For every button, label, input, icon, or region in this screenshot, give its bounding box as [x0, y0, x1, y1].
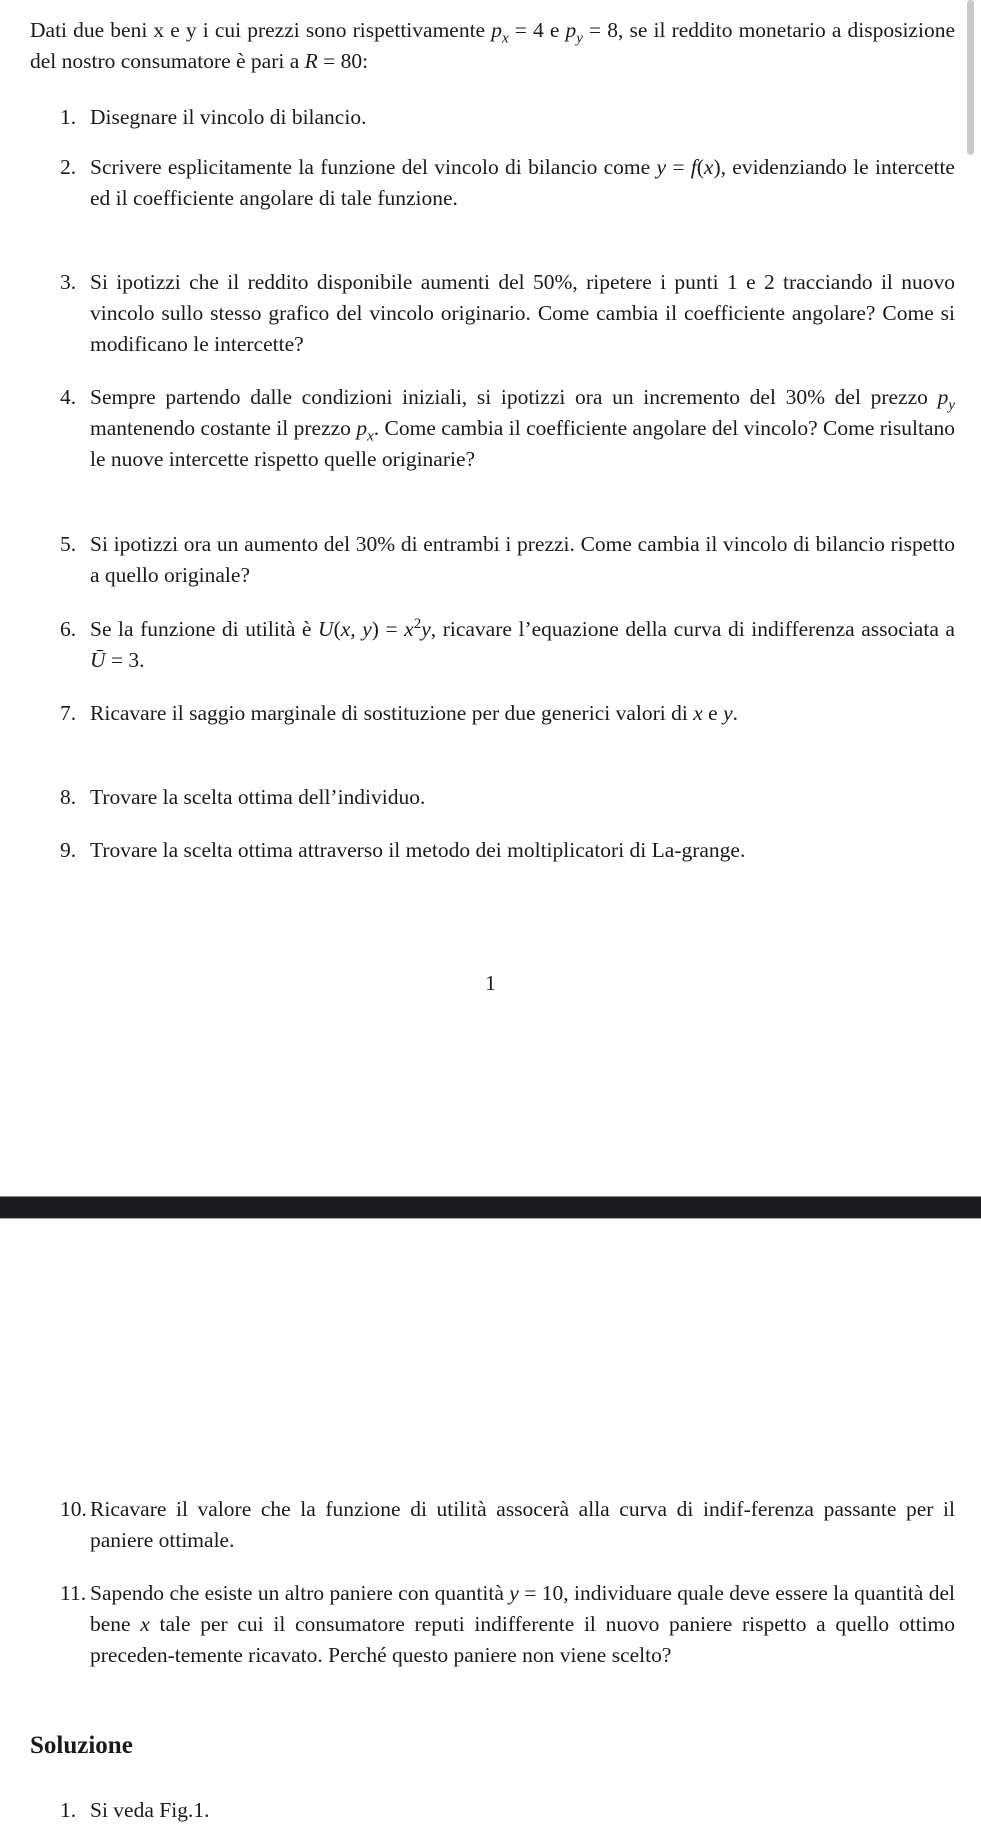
item-number: 7. — [60, 701, 77, 725]
item-number: 2. — [60, 155, 77, 179]
text: = 80: — [317, 49, 369, 73]
text: Trovare la scelta ottima dell’individuo. — [90, 785, 426, 809]
text: ( — [696, 155, 704, 179]
math-text: R — [304, 49, 318, 73]
page-number: 1 — [485, 971, 496, 995]
item-number: 10. — [60, 1497, 87, 1521]
text: Sempre partendo dalle condizioni iniziali, si ipotizzi ora un incremento del 30% del prezzo — [90, 385, 938, 409]
item-number: 3. — [60, 270, 77, 294]
list-item — [30, 382, 955, 475]
text: Scrivere esplicitamente la funzione del vincolo di bilancio come — [90, 155, 657, 179]
text: . Come cambia il coefficiente angolare del vincolo? Come risultano le nuove intercette rispetto quelle originarie? — [90, 416, 955, 471]
list-item — [30, 1494, 955, 1556]
text: ), evidenziando le intercette ed il coefficiente angolare di tale funzione. — [90, 155, 955, 210]
text: = — [666, 155, 691, 179]
math-text: y — [656, 155, 667, 179]
text: = 10, individuare quale deve essere la quantità del bene — [90, 1581, 955, 1636]
list-item — [30, 267, 955, 360]
math-text: p — [356, 416, 368, 440]
item-number: 11. — [60, 1581, 87, 1605]
text: e — [702, 701, 724, 725]
text: = 3. — [105, 648, 145, 672]
text: Ricavare il saggio marginale di sostituzione per due generici valori di — [90, 701, 694, 725]
text: Sapendo che esiste un altro paniere con quantità — [90, 1581, 510, 1605]
math-text: p — [491, 18, 502, 42]
text: . — [732, 701, 738, 725]
math-text: x — [693, 701, 703, 725]
item-number: 6. — [60, 617, 77, 641]
math-text: x, y — [340, 617, 372, 641]
list-item — [30, 614, 955, 676]
item-number: 8. — [60, 785, 77, 809]
item-number: 5. — [60, 532, 77, 556]
item-number: 1. — [60, 1798, 77, 1822]
text: Si ipotizzi ora un aumento del 30% di entrambi i prezzi. Come cambia il vincolo di bilancio rispetto a quello originale? — [90, 532, 955, 587]
math-text: x — [703, 155, 714, 179]
math-text: y — [723, 701, 733, 725]
item-number: 1. — [60, 105, 77, 129]
solution-item — [30, 1795, 955, 1826]
text: Ricavare il valore che la funzione di utilità assocerà alla curva di indif-ferenza passante per il paniere ottimale. — [90, 1497, 955, 1552]
text: Dati due beni x e y i cui prezzi sono rispettivamente — [30, 18, 492, 42]
text: mantenendo costante il prezzo — [90, 416, 357, 440]
list-item — [30, 835, 955, 866]
math-text: p — [937, 385, 949, 409]
list-item — [30, 1578, 955, 1671]
math-text: U — [318, 617, 334, 641]
text: = 8, se il reddito monetario a disposizione del nostro consumatore è pari a — [30, 18, 955, 73]
math-text: p — [565, 18, 577, 42]
list-item — [30, 698, 955, 729]
list-item — [30, 529, 955, 591]
math-text: y — [948, 397, 955, 414]
text: Se la funzione di utilità è — [90, 617, 319, 641]
page-separator — [0, 1196, 981, 1219]
item-number: 9. — [60, 838, 77, 862]
math-text: x — [501, 30, 509, 47]
math-text: y — [576, 30, 583, 47]
solution-heading: Soluzione — [30, 1732, 133, 1759]
math-text: x — [367, 428, 374, 445]
math-text: y — [421, 617, 431, 641]
math-text: x — [404, 617, 414, 641]
item-number: 4. — [60, 385, 77, 409]
text: Si ipotizzi che il reddito disponibile aumenti del 50%, ripetere i punti 1 e 2 tracciando il nuovo vincolo sullo stesso grafico del vincolo originario. Come cambia il coefficiente angolare? Come si modificano le intercette? — [90, 270, 955, 356]
math-text: y — [509, 1581, 519, 1605]
scrollbar[interactable] — [967, 0, 974, 155]
list-item — [30, 782, 955, 813]
text: Disegnare il vincolo di bilancio. — [90, 105, 367, 129]
text: tale per cui il consumatore reputi indifferente il nuovo paniere rispetto a quello ottimo preceden-temente ricavato. Perché questo paniere non viene scelto? — [90, 1612, 955, 1667]
text: Si veda Fig.1. — [90, 1798, 210, 1822]
text: ( — [333, 617, 341, 641]
text: ) = — [371, 617, 405, 641]
text: = 4 e — [508, 18, 566, 42]
list-item — [30, 152, 955, 214]
text: Trovare la scelta ottima attraverso il metodo dei moltiplicatori di La-grange. — [90, 838, 746, 862]
math-text: 2 — [413, 615, 422, 632]
text: , ricavare l’equazione della curva di indifferenza associata a — [430, 617, 955, 641]
intro-paragraph — [30, 15, 955, 77]
math-text: f — [690, 155, 697, 179]
list-item — [30, 102, 955, 133]
math-text: x — [140, 1612, 150, 1636]
math-text: Ū — [90, 648, 106, 672]
